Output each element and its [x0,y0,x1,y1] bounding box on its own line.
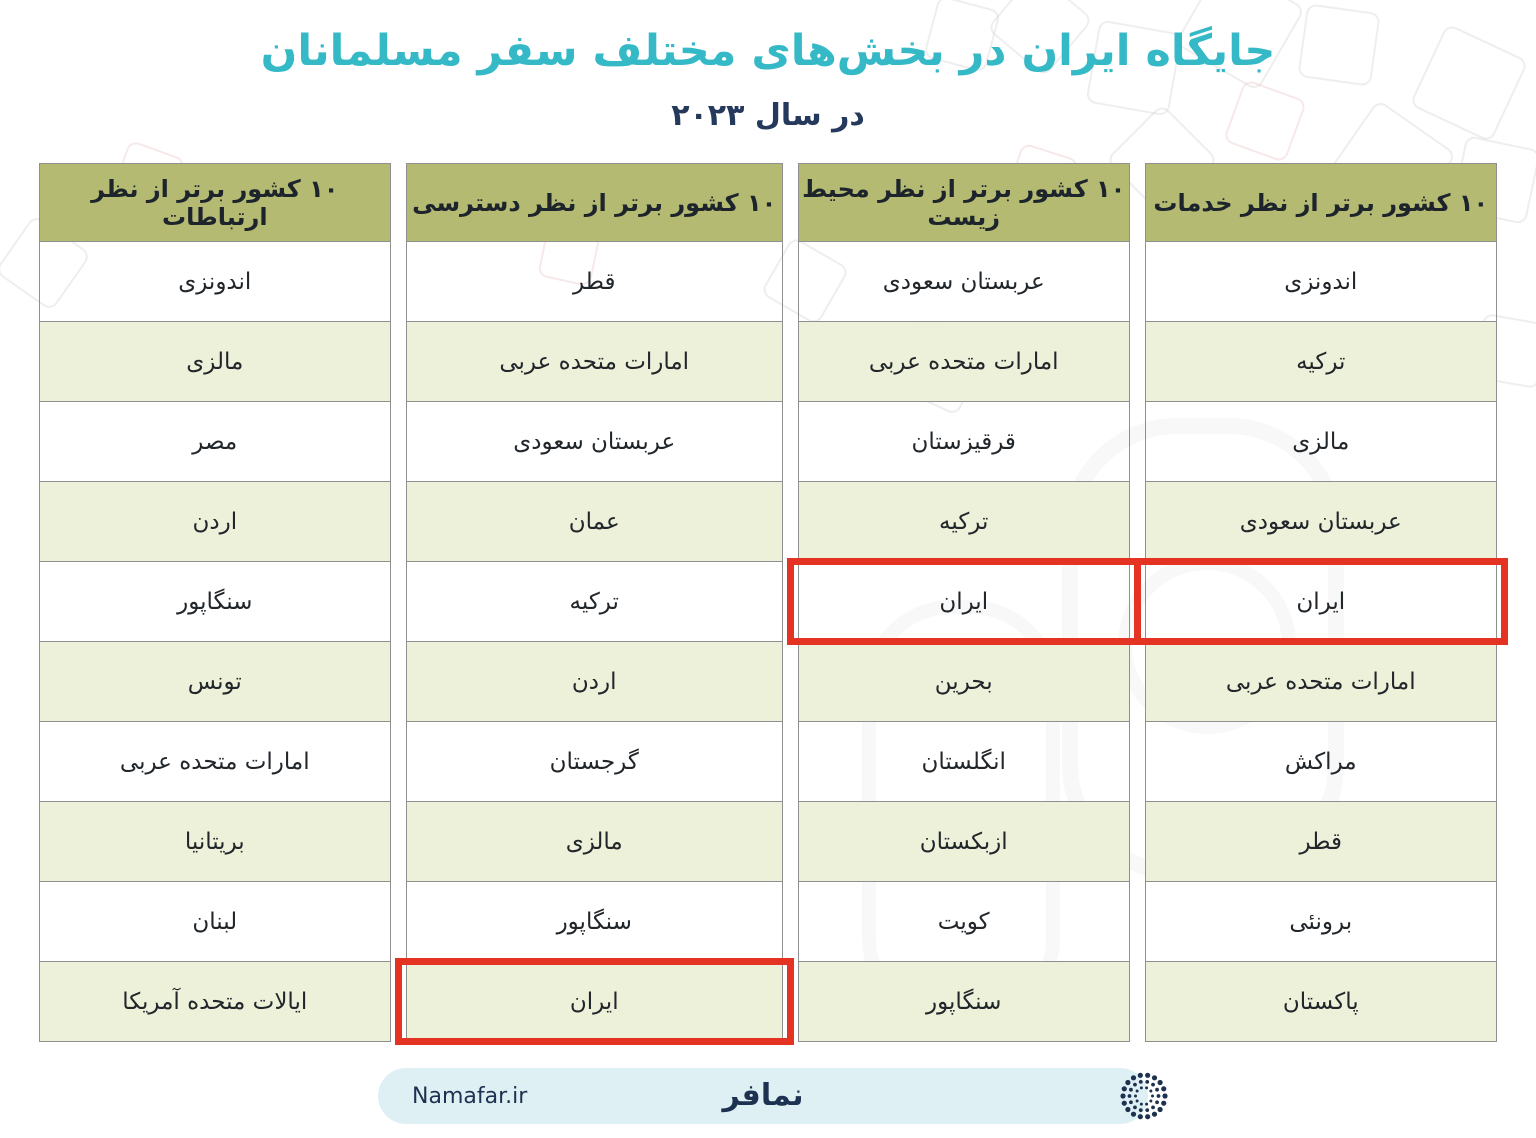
country-cell: قطر [407,241,782,321]
country-cell: اندونزی [1146,241,1497,321]
country-cell: بریتانیا [40,801,390,881]
table-header-communications: ۱۰ کشور برتر از نظر ارتباطات [40,164,390,241]
footer-bar [378,1068,1148,1124]
namafar-dotted-logo-icon [1118,1070,1170,1122]
country-cell: سنگاپور [40,561,390,641]
country-cell: مالزی [1146,401,1497,481]
tables-grid [39,163,1497,1042]
ranking-table-environment [798,163,1130,1042]
footer [0,1064,1536,1128]
country-cell: مصر [40,401,390,481]
country-cell: عمان [407,481,782,561]
country-cell: ترکیه [407,561,782,641]
country-cell: سنگاپور [407,881,782,961]
country-cell: امارات متحده عربی [40,721,390,801]
country-cell: ترکیه [1146,321,1497,401]
country-cell: اردن [407,641,782,721]
namafar-wordmark: نمافر [722,1077,804,1113]
country-cell: قطر [1146,801,1497,881]
country-cell: لبنان [40,881,390,961]
highlighted-country-cell: ایران [1146,561,1497,641]
country-cell: ایالات متحده آمریکا [40,961,390,1041]
country-cell: گرجستان [407,721,782,801]
highlighted-country-cell: ایران [407,961,782,1041]
country-cell: امارات متحده عربی [1146,641,1497,721]
ranking-table-services [1145,163,1498,1042]
country-cell: عربستان سعودی [407,401,782,481]
country-cell: ترکیه [799,481,1129,561]
country-cell: اردن [40,481,390,561]
country-cell: مالزی [40,321,390,401]
country-cell: مالزی [407,801,782,881]
country-cell: پاکستان [1146,961,1497,1041]
table-header-environment: ۱۰ کشور برتر از نظر محیط زیست [799,164,1129,241]
country-cell: کویت [799,881,1129,961]
country-cell: تونس [40,641,390,721]
table-header-services: ۱۰ کشور برتر از نظر خدمات [1146,164,1497,241]
country-cell: برونئی [1146,881,1497,961]
country-cell: انگلستان [799,721,1129,801]
country-cell: عربستان سعودی [799,241,1129,321]
country-cell: مراکش [1146,721,1497,801]
country-cell: قرقیزستان [799,401,1129,481]
page-subtitle: در سال ۲۰۲۳ [671,98,865,133]
country-cell: عربستان سعودی [1146,481,1497,561]
ranking-table-accessibility [406,163,783,1042]
footer-site-url: Namafar.ir [412,1083,528,1109]
country-cell: اندونزی [40,241,390,321]
ranking-table-communications [39,163,391,1042]
page-title: جایگاه ایران در بخش‌های مختلف سفر مسلمانان [260,26,1276,76]
country-cell: سنگاپور [799,961,1129,1041]
highlighted-country-cell: ایران [799,561,1129,641]
table-header-accessibility: ۱۰ کشور برتر از نظر دسترسی [407,164,782,241]
country-cell: بحرین [799,641,1129,721]
country-cell: امارات متحده عربی [407,321,782,401]
country-cell: امارات متحده عربی [799,321,1129,401]
country-cell: ازبکستان [799,801,1129,881]
